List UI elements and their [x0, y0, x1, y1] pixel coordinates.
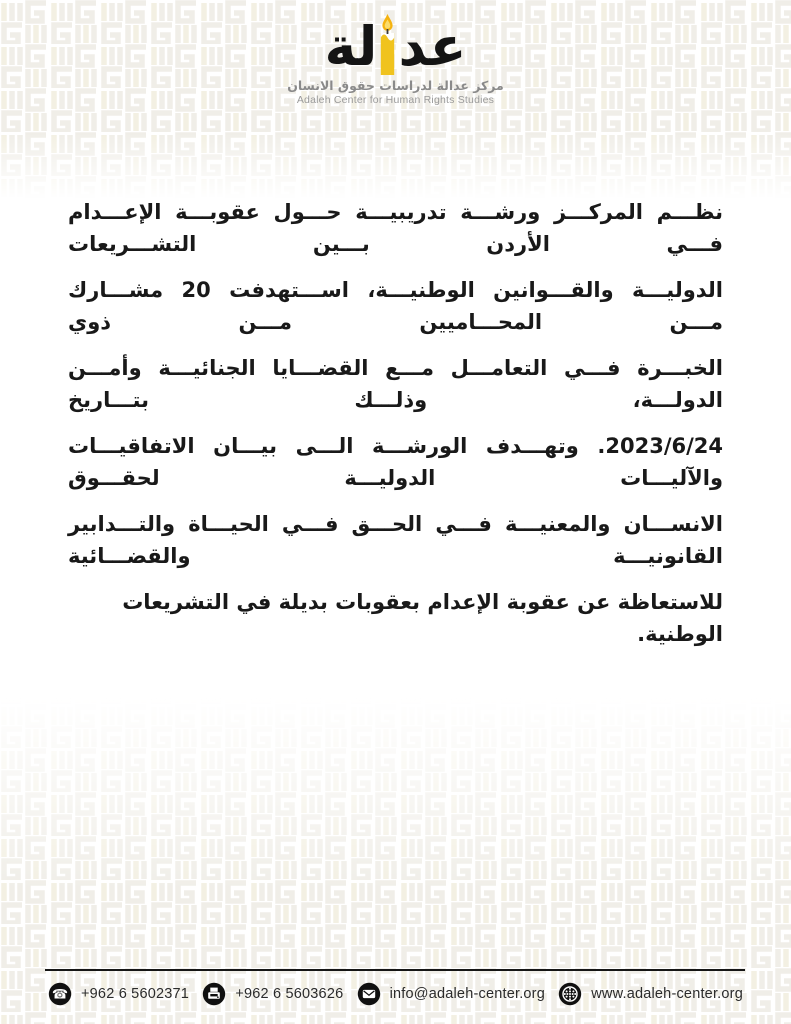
text-line-1: نظـــم المركـــز ورشـــة تدريبيـــة حـــول عقوبـــة الإعـــدام فـــي الأردن بـــين التشـــريعات [68, 200, 723, 256]
text-line-5: الانســـان والمعنيـــة فـــي الحـــق فـــي الحيـــاة والتـــدابير القانونيـــة والقضـــائية [68, 512, 723, 568]
logo-wordmark [324, 10, 467, 78]
article-text [68, 196, 723, 664]
globe-icon [558, 982, 582, 1006]
email-icon [357, 982, 381, 1006]
svg-text:☎: ☎ [51, 987, 69, 1003]
fax-icon [202, 982, 226, 1006]
footer-website [558, 982, 743, 1006]
footer-email [357, 982, 545, 1006]
footer-divider [45, 969, 745, 971]
adaleh-logo [0, 10, 791, 106]
email-address[interactable]: info@adaleh-center.org [389, 986, 545, 1002]
phone-icon [48, 982, 72, 1006]
footer-phone [48, 982, 189, 1006]
text-line-2: الدوليـــة والقـــوانين الوطنيـــة، اســـتهدفت 20 مشـــارك مـــن المحـــاميين مـــن ذوي [68, 278, 723, 334]
footer-fax [202, 982, 343, 1006]
phone-number[interactable]: +962 6 5602371 [81, 986, 190, 1002]
fax-number[interactable]: +962 6 5603626 [235, 986, 344, 1002]
website-url[interactable]: www.adaleh-center.org [591, 986, 743, 1002]
footer-contact-bar [48, 982, 743, 1006]
logo-word-right: عد [398, 15, 467, 78]
logo-tagline-arabic: مركز عدالة لدراسات حقوق الانسان [287, 78, 504, 93]
logo-tagline-english: Adaleh Center for Human Rights Studies [296, 94, 495, 106]
text-line-3: الخبـــرة فـــي التعامـــل مـــع القضـــايا الجنائيـــة وأمـــن الدولـــة، وذلـــك بتـــاريخ [68, 356, 723, 412]
candle-icon [379, 13, 396, 75]
text-line-4: 2023/6/24. وتهـــدف الورشـــة الـــى بيـــان الاتفاقيـــات والآليـــات الدوليـــة لحقـــوق [68, 434, 723, 490]
text-line-6: للاستعاظة عن عقوبة الإعدام بعقوبات بديلة في التشريعات الوطنية. [122, 590, 723, 646]
logo-word-left: لة [324, 15, 378, 78]
